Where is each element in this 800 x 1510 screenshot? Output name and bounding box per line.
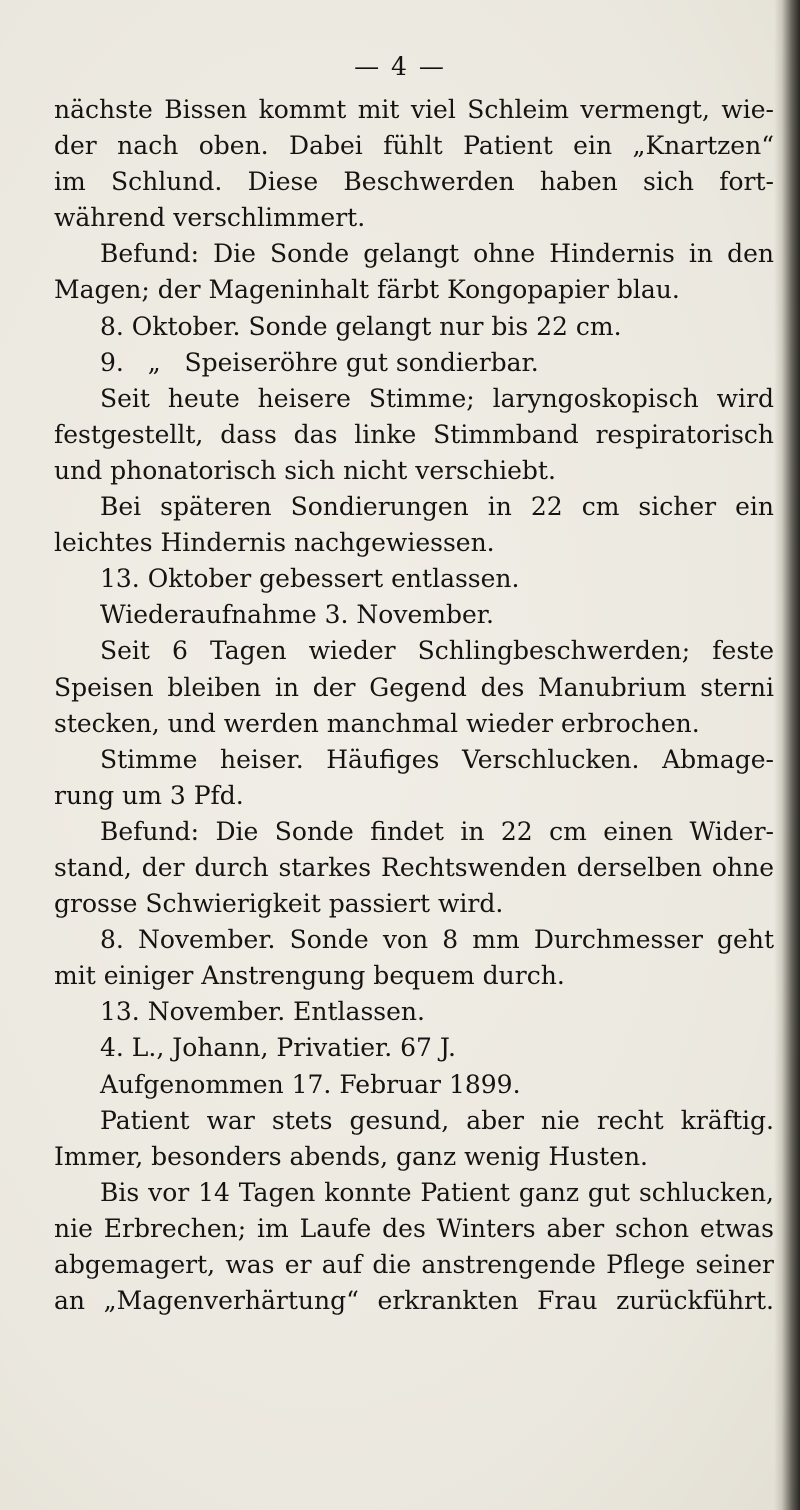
text-line: Wiederaufnahme 3. November. — [100, 600, 494, 630]
text-line: abgemagert, was er auf die anstrengende Pflege seiner — [54, 1250, 774, 1279]
text-line: 9. „ Speiseröhre gut sondierbar. — [100, 347, 539, 377]
text-line: leichtes Hindernis nachgewiessen. — [54, 528, 495, 558]
text-line: 13. November. Entlassen. — [100, 997, 425, 1027]
text-line: stecken, und werden manchmal wieder erbrochen. — [54, 708, 700, 738]
text-line: im Schlund. Diese Beschwerden haben sich fort- — [54, 167, 774, 197]
page-number: — 4 — — [354, 52, 446, 81]
text-line: Immer, besonders abends, ganz wenig Husten. — [54, 1141, 649, 1171]
text-line: während verschlimmert. — [54, 203, 366, 233]
text-line: nie Erbrechen; im Laufe des Winters aber schon etwas — [54, 1213, 774, 1243]
text-line: 13. Oktober gebessert entlassen. — [100, 564, 520, 594]
text-line: an „Magenverhärtung“ erkrankten Frau zurückführt. — [54, 1286, 774, 1316]
text-line: Magen; der Mageninhalt färbt Kongopapier blau. — [54, 275, 680, 305]
text-line: Seit 6 Tagen wieder Schlingbeschwerden; feste — [100, 636, 774, 666]
text-line: 8. November. Sonde von 8 mm Durchmesser geht — [100, 925, 774, 955]
text-line: Aufgenommen 17. Februar 1899. — [100, 1069, 521, 1099]
text-line: Bis vor 14 Tagen konnte Patient ganz gut schlucken, — [100, 1177, 774, 1207]
text-line: der nach oben. Dabei fühlt Patient ein „Knartzen“ — [54, 131, 774, 161]
text-line: Bei späteren Sondierungen in 22 cm sicher ein — [100, 492, 774, 522]
text-line: rung um 3 Pfd. — [54, 780, 244, 810]
page-edge-shadow — [774, 0, 800, 1510]
text-line: mit einiger Anstrengung bequem durch. — [54, 961, 565, 991]
text-line: stand, der durch starkes Rechtswenden derselben ohne — [54, 852, 774, 882]
text-line: Patient war stets gesund, aber nie recht kräftig. — [100, 1105, 774, 1135]
text-line: und phonatorisch sich nicht verschiebt. — [54, 455, 556, 485]
text-line: Speisen bleiben in der Gegend des Manubrium sterni — [54, 672, 774, 702]
text-line: 4. L., Johann, Privatier. 67 J. — [100, 1033, 456, 1063]
body-text — [54, 92, 774, 1319]
text-line: nächste Bissen kommt mit viel Schleim vermengt, wie- — [54, 95, 774, 124]
text-line: Befund: Die Sonde findet in 22 cm einen Wider- — [100, 816, 774, 846]
text-line: Stimme heiser. Häufiges Verschlucken. Abmage- — [100, 744, 774, 774]
text-line: festgestellt, dass das linke Stimmband respiratorisch — [54, 419, 774, 449]
text-line: 8. Oktober. Sonde gelangt nur bis 22 cm. — [100, 311, 622, 341]
text-line: Seit heute heisere Stimme; laryngoskopisch wird — [100, 383, 774, 413]
text-line: grosse Schwierigkeit passiert wird. — [54, 889, 504, 919]
text-line: Befund: Die Sonde gelangt ohne Hindernis in den — [100, 239, 774, 269]
